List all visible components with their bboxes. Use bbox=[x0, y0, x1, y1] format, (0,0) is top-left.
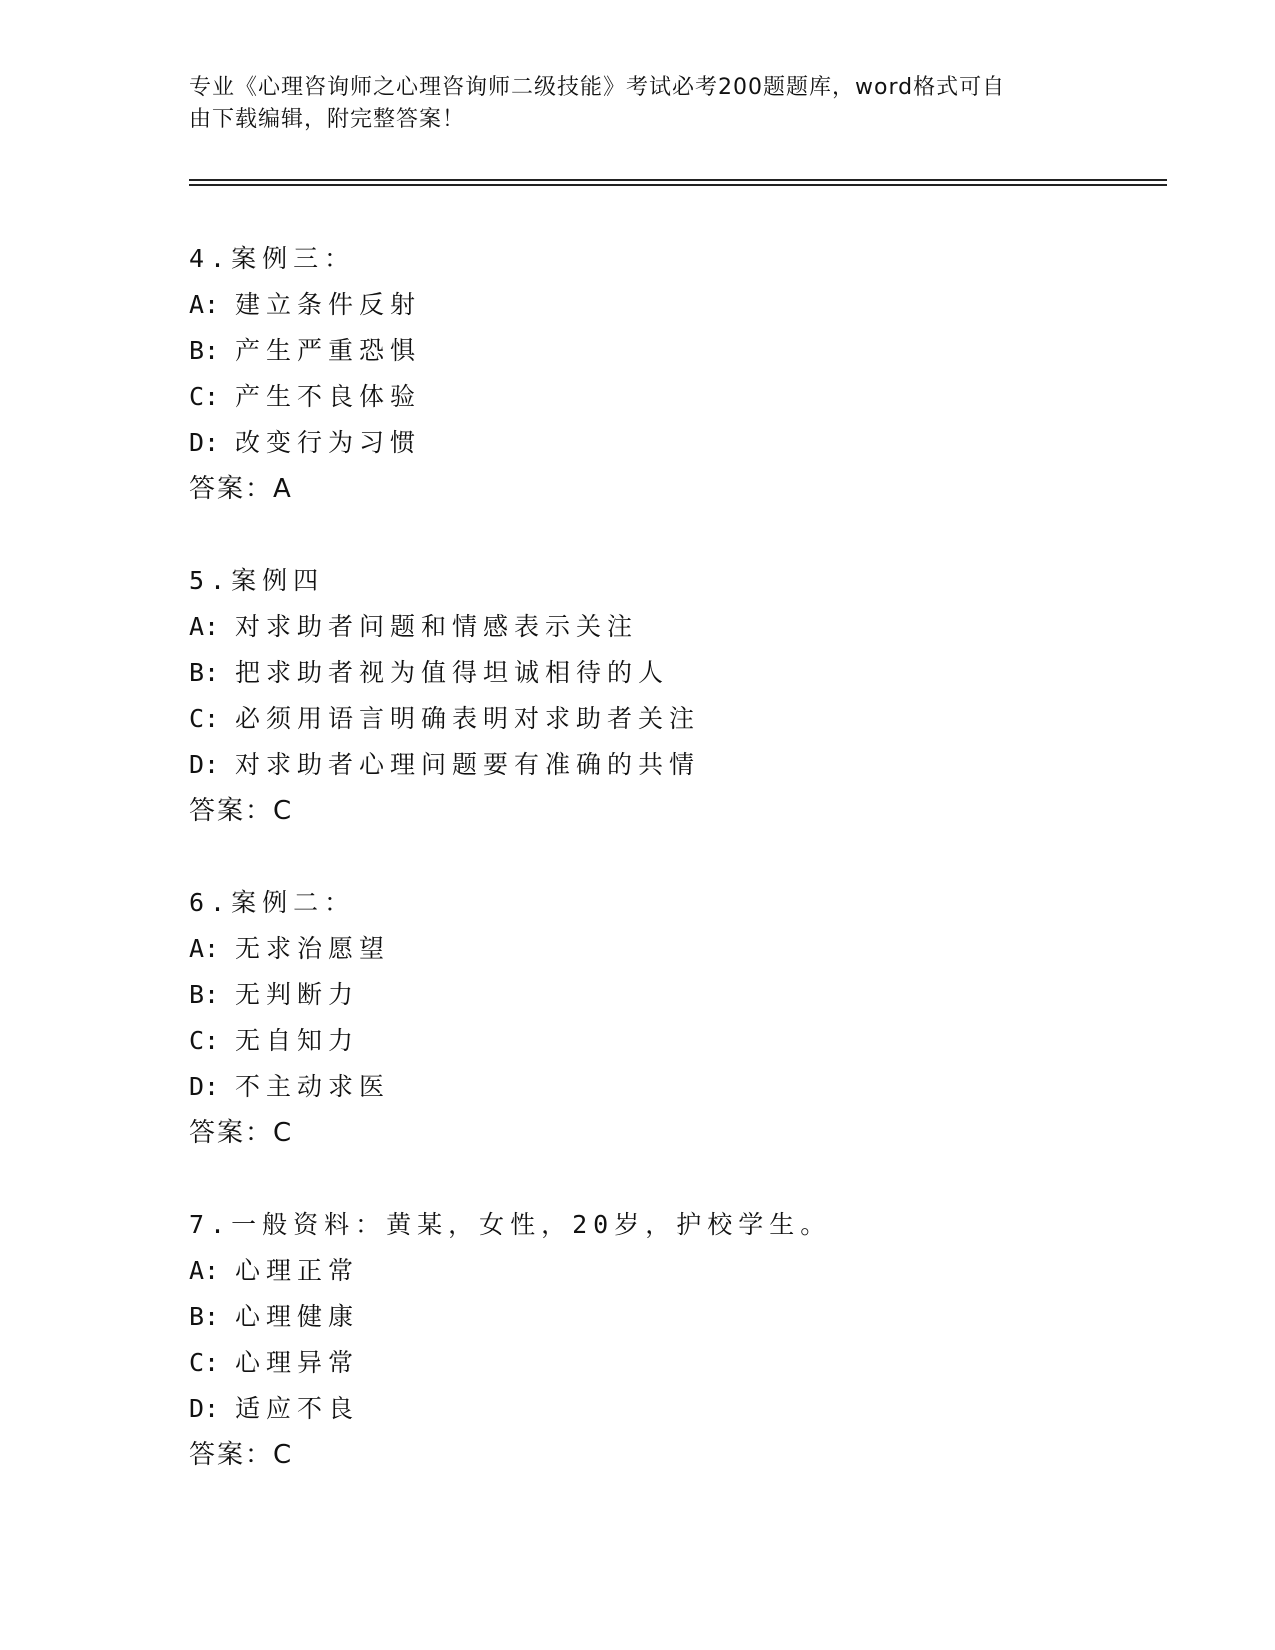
question-block bbox=[189, 236, 1089, 512]
question-block bbox=[189, 1202, 1089, 1478]
answer-line: 答案：A bbox=[189, 474, 293, 504]
option-d bbox=[189, 420, 1089, 466]
option-letter: A: bbox=[189, 290, 220, 319]
question-title: 7.一般资料：黄某，女性，20岁，护校学生。 bbox=[189, 1210, 832, 1239]
option-text: 不主动求医 bbox=[235, 1072, 391, 1101]
option-text: 心理正常 bbox=[235, 1256, 360, 1285]
option-text: 改变行为习惯 bbox=[235, 428, 422, 457]
question-title: 5.案例四 bbox=[189, 566, 325, 595]
option-letter: C: bbox=[189, 1348, 220, 1377]
question-block bbox=[189, 880, 1089, 1156]
option-c bbox=[189, 696, 1089, 742]
option-letter: C: bbox=[189, 704, 220, 733]
option-text: 对求助者心理问题要有准确的共情 bbox=[235, 750, 701, 779]
option-letter: B: bbox=[189, 980, 220, 1009]
answer-line: 答案：C bbox=[189, 796, 294, 826]
option-c bbox=[189, 1018, 1089, 1064]
option-text: 必须用语言明确表明对求助者关注 bbox=[235, 704, 701, 733]
option-text: 心理健康 bbox=[235, 1302, 360, 1331]
option-d bbox=[189, 742, 1089, 788]
option-text: 无判断力 bbox=[235, 980, 360, 1009]
option-text: 适应不良 bbox=[235, 1394, 360, 1423]
option-a bbox=[189, 282, 1089, 328]
option-letter: A: bbox=[189, 934, 220, 963]
option-a bbox=[189, 926, 1089, 972]
header-divider-bottom bbox=[189, 184, 1167, 186]
option-b bbox=[189, 650, 1089, 696]
option-d bbox=[189, 1064, 1089, 1110]
option-letter: C: bbox=[189, 382, 220, 411]
option-text: 产生不良体验 bbox=[235, 382, 422, 411]
option-b bbox=[189, 1294, 1089, 1340]
option-letter: C: bbox=[189, 1026, 220, 1055]
option-text: 对求助者问题和情感表示关注 bbox=[235, 612, 639, 641]
option-text: 建立条件反射 bbox=[235, 290, 422, 319]
option-text: 心理异常 bbox=[235, 1348, 360, 1377]
header-line-2: 由下载编辑，附完整答案！ bbox=[189, 107, 466, 132]
option-letter: B: bbox=[189, 336, 220, 365]
question-block bbox=[189, 558, 1089, 834]
option-letter: B: bbox=[189, 658, 220, 687]
option-letter: D: bbox=[189, 750, 220, 779]
header-divider-top bbox=[189, 179, 1167, 181]
option-c bbox=[189, 374, 1089, 420]
option-a bbox=[189, 604, 1089, 650]
option-letter: D: bbox=[189, 428, 220, 457]
option-b bbox=[189, 972, 1089, 1018]
option-d bbox=[189, 1386, 1089, 1432]
option-letter: A: bbox=[189, 1256, 220, 1285]
option-text: 把求助者视为值得坦诚相待的人 bbox=[235, 658, 670, 687]
option-text: 产生严重恐惧 bbox=[235, 336, 422, 365]
option-letter: A: bbox=[189, 612, 220, 641]
option-text: 无求治愿望 bbox=[235, 934, 391, 963]
option-letter: D: bbox=[189, 1394, 220, 1423]
question-title: 6.案例二： bbox=[189, 888, 356, 917]
option-b bbox=[189, 328, 1089, 374]
option-c bbox=[189, 1340, 1089, 1386]
option-letter: D: bbox=[189, 1072, 220, 1101]
option-letter: B: bbox=[189, 1302, 220, 1331]
option-text: 无自知力 bbox=[235, 1026, 360, 1055]
question-title: 4.案例三： bbox=[189, 244, 356, 273]
answer-line: 答案：C bbox=[189, 1440, 294, 1470]
document-header bbox=[189, 72, 1089, 136]
option-a bbox=[189, 1248, 1089, 1294]
answer-line: 答案：C bbox=[189, 1118, 294, 1148]
header-line-1: 专业《心理咨询师之心理咨询师二级技能》考试必考200题题库，word格式可自 bbox=[189, 75, 1006, 100]
